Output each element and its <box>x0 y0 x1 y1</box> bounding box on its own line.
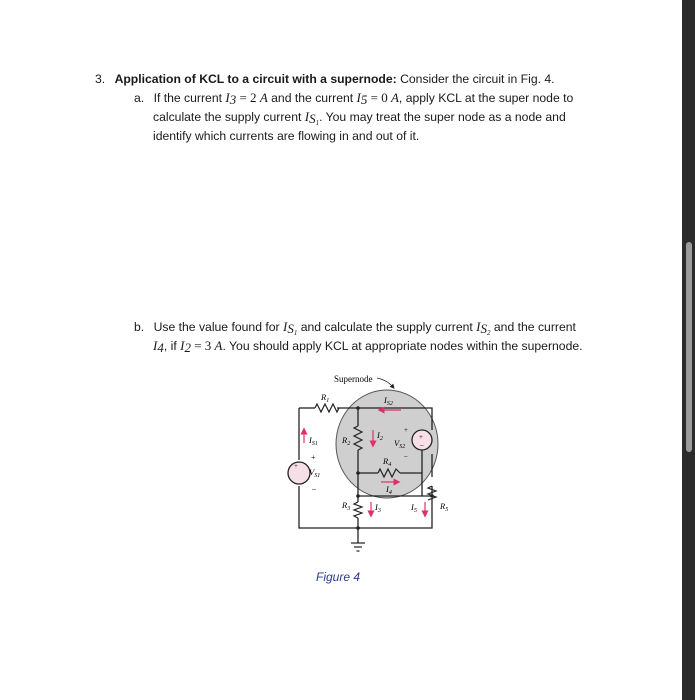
vertical-scrollbar[interactable] <box>682 0 695 700</box>
label-r4: $R_4$ <box>383 456 392 468</box>
part-a-label: a. <box>134 91 145 105</box>
part-a-line-1 <box>134 90 573 108</box>
resistor-r3 <box>354 502 362 518</box>
part-b-i4-subscript: 4 <box>157 340 164 355</box>
part-b-text-2: and calculate the supply current <box>297 320 477 334</box>
part-b-is1-sub-1: 1 <box>293 329 298 337</box>
part-a-text-1: If the current <box>153 91 226 105</box>
is1-sub-1: 1 <box>315 119 320 127</box>
part-b-line-2 <box>153 338 583 356</box>
supernode-label: Supernode <box>334 374 373 384</box>
part-a-line-3 <box>153 128 419 144</box>
is1-sub-s: S <box>309 111 316 126</box>
part-b-text-1: Use the value found for <box>153 320 283 334</box>
part-b-label: b. <box>134 320 145 334</box>
label-vs1: $V_{S1}$ <box>309 467 321 479</box>
supernode-pointer-arrow <box>377 378 393 387</box>
part-b-text-4: , if <box>163 339 181 353</box>
label-i3: $I_3$ <box>375 502 381 514</box>
question-title: Application of KCL to a circuit with a supernode: <box>114 72 397 86</box>
vs2-plus: + <box>419 433 423 441</box>
label-r1: $R_1$ <box>321 392 330 404</box>
unit-a-2: A <box>390 90 399 105</box>
supply-current-is1-symbol: I <box>304 109 310 124</box>
part-b-is1-sub-s: S <box>287 321 294 336</box>
unit-a-1: A <box>259 90 268 105</box>
part-a-text-2: and the current <box>267 91 357 105</box>
label-i2: $I_2$ <box>377 430 383 442</box>
part-a-text-5: . You may treat the super node as a node and <box>319 110 566 124</box>
label-is1: $I_{S1}$ <box>309 435 318 447</box>
part-a-text-3: , apply KCL at the super node to <box>398 91 574 105</box>
label-r5: $R_5$ <box>440 501 449 513</box>
vs2-minus: – <box>420 441 424 449</box>
ground-icon <box>351 543 365 551</box>
current-i5-subscript: 5 <box>360 92 368 107</box>
label-r3: $R_3$ <box>342 500 351 512</box>
current-i3-subscript: 3 <box>229 92 237 107</box>
current-i3-symbol: I <box>225 90 230 105</box>
part-b-i2-equation: = 3 <box>190 338 215 353</box>
supply-current-is1-subscript <box>309 111 319 126</box>
question-heading <box>95 71 555 87</box>
part-b-text-5: . You should apply KCL at appropriate nodes within the supernode. <box>222 339 583 353</box>
part-b-is2-symbol: I <box>476 319 481 334</box>
part-a-text-6: identify which currents are flowing in and out of it. <box>153 129 420 143</box>
part-b-is2-sub-s: S <box>480 321 488 336</box>
i3-equation: = 2 <box>236 90 260 105</box>
part-b-text-3: and the current <box>490 320 576 334</box>
part-b-is1-subscript <box>287 321 297 336</box>
label-i5: $I_5$ <box>411 502 417 514</box>
part-b-i4-symbol: I <box>153 338 158 353</box>
vs1-minus-terminal: – <box>312 484 316 493</box>
question-number: 3. <box>95 72 106 86</box>
voltage-source-vs1 <box>288 462 310 484</box>
figure-caption: Figure 4 <box>316 570 361 584</box>
vs1-plus: + <box>294 462 298 470</box>
part-a-text-4: calculate the supply current <box>153 110 305 124</box>
vs1-plus-terminal: + <box>311 453 316 462</box>
part-b-is2-subscript <box>481 321 491 336</box>
vs2-plus-terminal: + <box>404 426 408 434</box>
current-i5-symbol: I <box>356 90 361 105</box>
vs2-minus-terminal: – <box>404 452 408 460</box>
circuit-diagram <box>285 368 475 568</box>
label-i4: $I_4$ <box>386 484 392 496</box>
label-r2: $R_2$ <box>342 435 351 447</box>
scrollbar-thumb[interactable] <box>686 242 692 452</box>
question-intro: Consider the circuit in Fig. 4. <box>400 72 555 86</box>
part-b-is1-symbol: I <box>282 319 288 334</box>
part-b-unit-a: A <box>214 338 223 353</box>
label-is2: $I_{S2}$ <box>384 395 393 407</box>
part-b-i2-subscript: 2 <box>184 340 191 355</box>
label-vs2: $V_{S2}$ <box>394 438 406 450</box>
i5-equation: = 0 <box>367 90 391 105</box>
resistor-r1 <box>315 404 339 412</box>
part-b-i2-symbol: I <box>180 338 185 353</box>
part-b-is2-sub-2: 2 <box>487 329 491 337</box>
